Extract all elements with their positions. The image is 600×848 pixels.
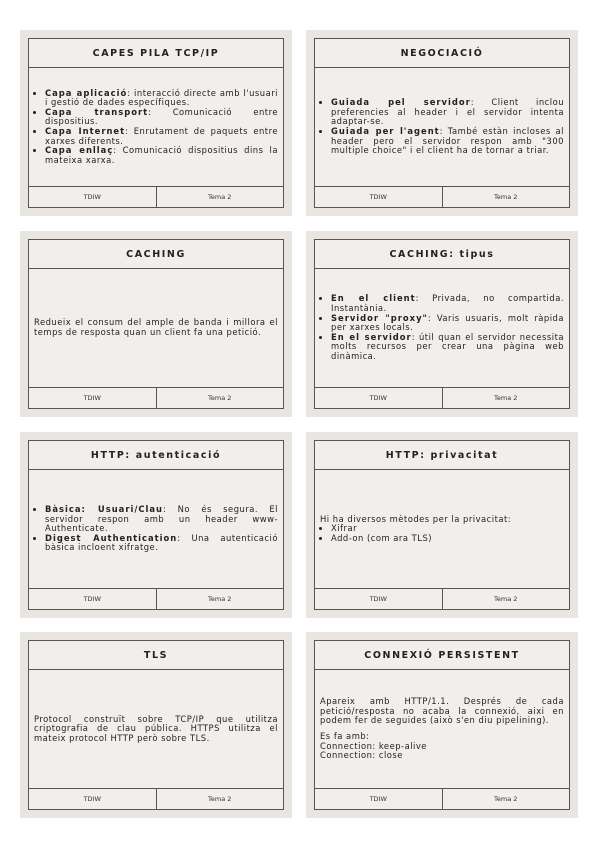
footer-course: TDIW <box>83 595 101 603</box>
card-capes-pila <box>20 30 292 216</box>
card-http-privacitat <box>306 432 578 618</box>
card-title: CACHING <box>29 240 283 269</box>
list-item: • En el client: Privada, no compartida. Instantània. <box>331 294 564 313</box>
list-item: • Servidor "proxy": Varis usuaris, molt ràpida per xarxes locals. <box>331 314 564 333</box>
line-text: Connection: keep-alive <box>320 740 427 751</box>
card-paragraph: Redueix el consum del ample de banda i millora el temps de resposta quan un client fa una petició. <box>34 317 278 337</box>
footer-topic: Tema 2 <box>442 187 570 207</box>
card-title: CONNEXIÓ PERSISTENT <box>315 641 569 670</box>
card-footer <box>315 788 569 809</box>
footer-topic: Tema 2 <box>442 388 570 408</box>
card-footer <box>315 588 569 609</box>
bullet-list <box>34 505 278 553</box>
bullet-list <box>34 89 278 166</box>
list-item: • Capa Internet: Enrutament de paquets entre xarxes diferents. <box>45 127 278 146</box>
footer-topic: Tema 2 <box>156 789 284 809</box>
footer-course: TDIW <box>369 595 387 603</box>
card-intro: Hi ha diversos mètodes per la privacitat: <box>320 513 512 524</box>
card-title: TLS <box>29 641 283 670</box>
bullet-list <box>320 524 564 543</box>
footer-topic: Tema 2 <box>442 589 570 609</box>
card-caching <box>20 231 292 417</box>
card-title: CACHING: tipus <box>315 240 569 269</box>
card-http-autenticacio <box>20 432 292 618</box>
card-footer <box>29 186 283 207</box>
footer-course: TDIW <box>369 795 387 803</box>
list-item: • En el servidor: útil quan el servidor necessita molts recursos per crear una pàgina web dinàmica. <box>331 333 564 362</box>
card-connexio-persistent <box>306 632 578 818</box>
bullet-list <box>320 294 564 361</box>
card-lines <box>320 732 564 761</box>
list-item: • Add-on (com ara TLS) <box>331 534 564 544</box>
footer-course: TDIW <box>83 193 101 201</box>
card-tls <box>20 632 292 818</box>
list-item: • Guiada pel servidor: Client inclou preferencies al header i el servidor intenta adaptar-se. <box>331 98 564 127</box>
card-footer <box>29 588 283 609</box>
card-footer <box>315 186 569 207</box>
card-title: CAPES PILA TCP/IP <box>29 39 283 68</box>
footer-topic: Tema 2 <box>156 187 284 207</box>
card-paragraph: Protocol construït sobre TCP/IP que utilitza criptografia de clau pública. HTTPS utilitza el mateix protocol HTTP però sobre TLS. <box>34 713 278 743</box>
footer-topic: Tema 2 <box>156 589 284 609</box>
list-item: • Digest Authentication: Una autenticació bàsica incloent xifratge. <box>45 534 278 553</box>
footer-course: TDIW <box>83 795 101 803</box>
list-item: • Capa transport: Comunicació entre dispositius. <box>45 108 278 127</box>
footer-course: TDIW <box>369 193 387 201</box>
list-item: • Capa aplicació: interacció directe amb l'usuari i gestió de dades específiques. <box>45 89 278 108</box>
list-item: • Bàsica: Usuari/Clau: No és segura. El servidor respon amb un header www-Authenticate. <box>45 505 278 534</box>
card-footer <box>315 387 569 408</box>
card-footer <box>29 387 283 408</box>
card-title: HTTP: privacitat <box>315 441 569 470</box>
card-paragraph: Apareix amb HTTP/1.1. Després de cada petició/resposta no acaba la connexió, aixi en podem fer de seguides (això s'en diu pipelining). <box>320 696 564 726</box>
line-text: Es fa amb: <box>320 731 370 741</box>
card-caching-tipus <box>306 231 578 417</box>
line-text: Connection: close <box>320 750 403 761</box>
list-item: • Capa enllaç: Comunicació dispositius dins la mateixa xarxa. <box>45 146 278 165</box>
card-negociacio <box>306 30 578 216</box>
card-title: HTTP: autenticació <box>29 441 283 470</box>
footer-course: TDIW <box>83 394 101 402</box>
footer-course: TDIW <box>369 394 387 402</box>
footer-topic: Tema 2 <box>156 388 284 408</box>
list-item: • Xifrar <box>331 524 564 534</box>
list-item: • Guiada per l'agent: També estàn incloses al header pero el servidor respon amb "300 multiple choice" i el client ha de tornar a triar. <box>331 127 564 156</box>
footer-topic: Tema 2 <box>442 789 570 809</box>
card-title: NEGOCIACIÓ <box>315 39 569 68</box>
card-footer <box>29 788 283 809</box>
bullet-list <box>320 98 564 156</box>
